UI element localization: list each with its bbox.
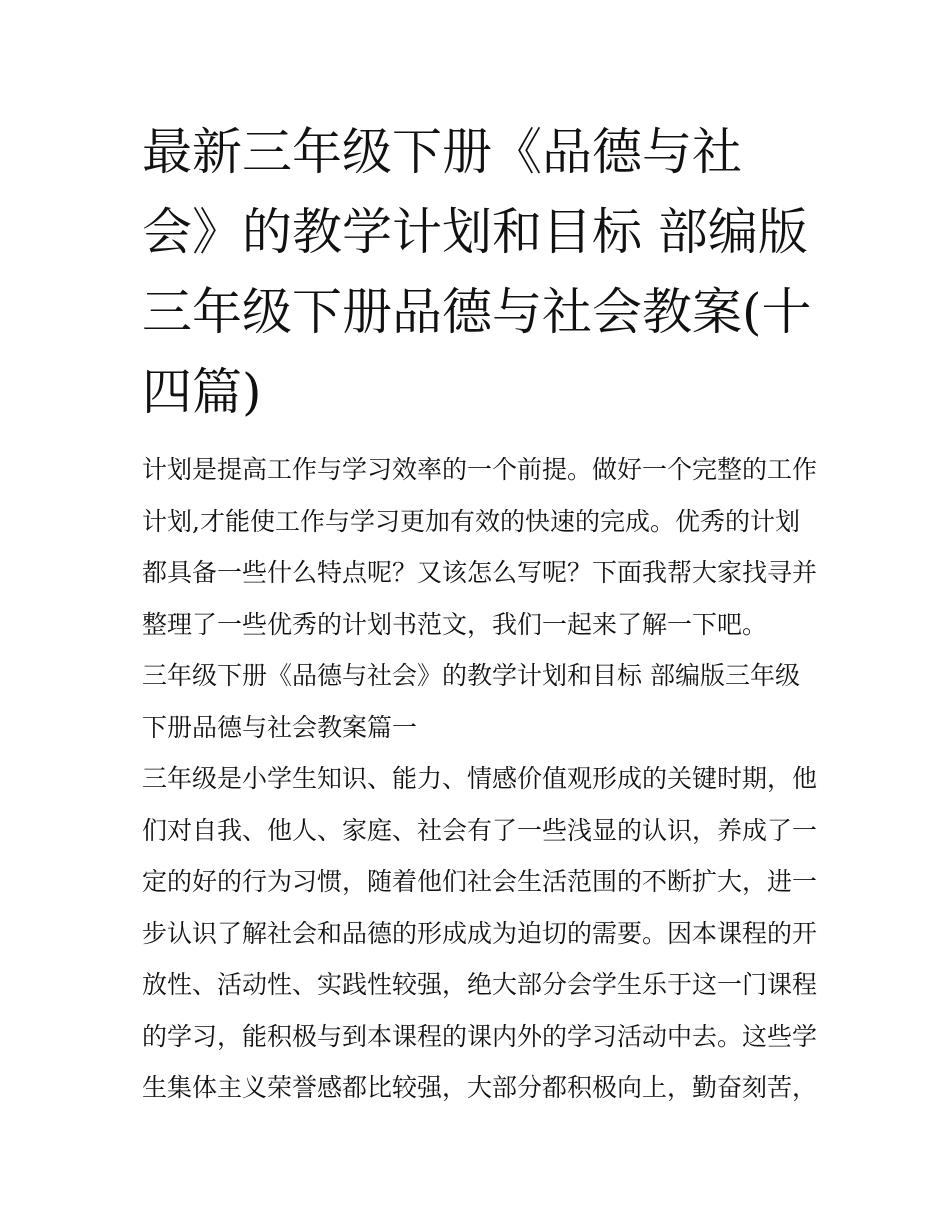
text-line: 计划,才能使工作与学习更加有效的快速的完成。优秀的计划 [142, 506, 800, 536]
text-line: 都具备一些什么特点呢？又该怎么写呢？下面我帮大家找寻并 [142, 558, 818, 587]
intro-paragraph [142, 444, 818, 650]
text-line: 步认识了解社会和品德的形成成为迫切的需要。因本课程的开 [142, 918, 818, 948]
text-line: 放性、活动性、实践性较强，绝大部分会学生乐于这一门课程 [142, 970, 818, 999]
section-body-paragraph [142, 753, 818, 1114]
section-heading [142, 650, 814, 753]
title-line: 三年级下册品德与社会教案(十 [142, 283, 812, 341]
text-line: 的学习，能积极与到本课程的课内外的学习活动中去。这些学 [142, 1021, 818, 1051]
text-line: 定的好的行为习惯，随着他们社会生活范围的不断扩大，进一 [142, 867, 818, 896]
text-line: 生集体主义荣誉感都比较强，大部分都积极向上，勤奋刻苦， [142, 1073, 818, 1102]
document-body [142, 444, 818, 1114]
document-page [142, 112, 818, 1114]
document-title [142, 112, 814, 432]
title-line: 会》的教学计划和目标 部编版 [142, 203, 808, 261]
text-line: 下册品德与社会教案篇一 [142, 712, 418, 742]
text-line: 整理了一些优秀的计划书范文，我们一起来了解一下吧。 [142, 609, 768, 639]
title-line: 四篇) [142, 363, 262, 421]
title-line: 最新三年级下册《品德与社 [142, 123, 742, 181]
text-line: 们对自我、他人、家庭、社会有了一些浅显的认识，养成了一 [142, 815, 818, 845]
text-line: 计划是提高工作与学习效率的一个前提。做好一个完整的工作 [142, 455, 818, 484]
text-line: 三年级是小学生知识、能力、情感价值观形成的关键时期，他 [142, 764, 818, 793]
text-line: 三年级下册《品德与社会》的教学计划和目标 部编版三年级 [142, 661, 800, 690]
